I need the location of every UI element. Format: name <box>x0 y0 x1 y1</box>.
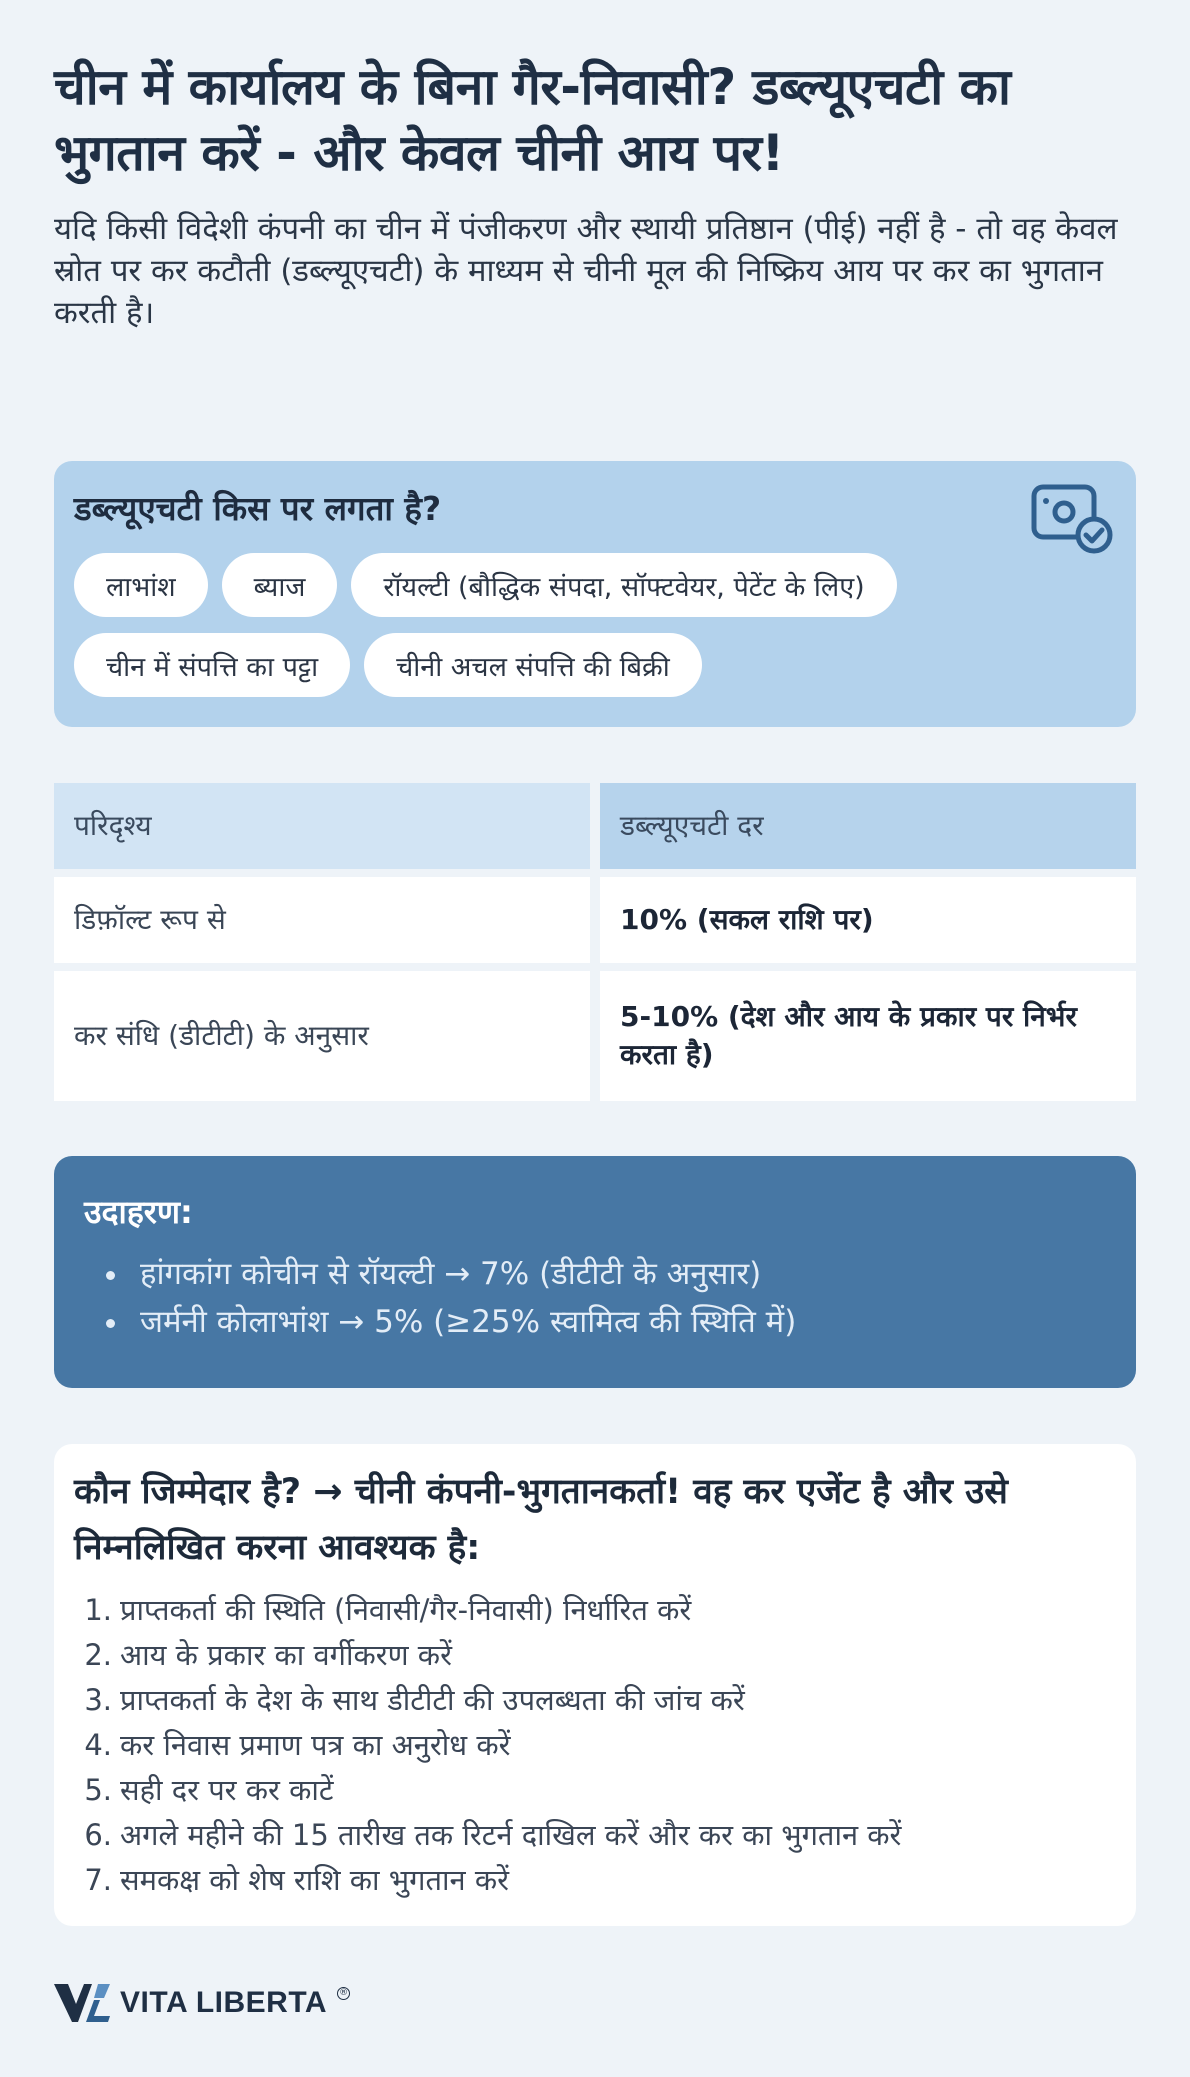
intro-paragraph: यदि किसी विदेशी कंपनी का चीन में पंजीकरण और स्थायी प्रतिष्ठान (पीई) नहीं है - तो वह केवल स्रोत पर कर कटौती (डब्ल्यूएचटी) के माध्यम से चीनी मूल की निष्क्रिय आय पर कर का भुगतान करती है। <box>54 211 1118 331</box>
example-card <box>54 1156 1136 1388</box>
income-type-chips <box>74 553 1074 697</box>
step-text: सही दर पर कर काटें <box>120 1773 334 1807</box>
list-item: 6. अगले महीने की 15 तारीख तक रिटर्न दाखिल करें और कर का भुगतान करें <box>74 1813 1116 1858</box>
example-list <box>84 1250 1106 1346</box>
list-item: 5. सही दर पर कर काटें <box>74 1768 1116 1813</box>
list-item: 7. समकक्ष को शेष राशि का भुगतान करें <box>74 1858 1116 1903</box>
chip-lease: चीन में संपत्ति का पट्टा <box>74 633 350 697</box>
page-title: चीन में कार्यालय के बिना गैर-निवासी? डब्ल्यूएचटी का भुगतान करें - और केवल चीनी आय पर! <box>54 58 1011 182</box>
table-header-row <box>54 783 1136 869</box>
brand-name: VITA LIBERTA <box>120 1986 328 2019</box>
step-text: समकक्ष को शेष राशि का भुगतान करें <box>120 1863 509 1897</box>
list-item: 3. प्राप्तकर्ता के देश के साथ डीटीटी की उपलब्धता की जांच करें <box>74 1678 1116 1723</box>
responsibility-steps <box>74 1588 1116 1903</box>
responsibility-card <box>54 1444 1136 1926</box>
chip-dividends: लाभांश <box>74 553 208 617</box>
vita-liberta-logo-icon <box>54 1982 110 2024</box>
header-scenario: परिदृश्य <box>54 783 590 869</box>
wht-applies-title: डब्ल्यूएचटी किस पर लगता है? <box>74 489 442 528</box>
cell-scenario: डिफ़ॉल्ट रूप से <box>54 877 590 963</box>
header-wht-rate: डब्ल्यूएचटी दर <box>600 783 1136 869</box>
registered-mark: ® <box>339 1988 349 1998</box>
list-item: हांगकांग कोचीन से रॉयल्टी → 7% (डीटीटी के अनुसार) <box>84 1250 1106 1298</box>
cell-rate: 5-10% (देश और आय के प्रकार पर निर्भर करता है) <box>600 971 1136 1101</box>
step-text: आय के प्रकार का वर्गीकरण करें <box>120 1638 452 1672</box>
wht-rate-table <box>54 783 1136 1109</box>
step-text: अगले महीने की 15 तारीख तक रिटर्न दाखिल करें और कर का भुगतान करें <box>120 1818 902 1852</box>
chip-interest: ब्याज <box>222 553 338 617</box>
step-text: प्राप्तकर्ता की स्थिति (निवासी/गैर-निवासी) निर्धारित करें <box>120 1593 692 1627</box>
table-row <box>54 877 1136 963</box>
cell-scenario: कर संधि (डीटीटी) के अनुसार <box>54 971 590 1101</box>
list-item: 2. आय के प्रकार का वर्गीकरण करें <box>74 1633 1116 1678</box>
list-item: 1. प्राप्तकर्ता की स्थिति (निवासी/गैर-निवासी) निर्धारित करें <box>74 1588 1116 1633</box>
responsibility-title: कौन जिम्मेदार है? → चीनी कंपनी-भुगतानकर्ता! वह कर एजेंट है और उसे निम्नलिखित करना आवश्यक है: <box>74 1472 1008 1568</box>
wht-applies-card <box>54 461 1136 727</box>
step-text: कर निवास प्रमाण पत्र का अनुरोध करें <box>120 1728 511 1762</box>
chip-royalty: रॉयल्टी (बौद्धिक संपदा, सॉफ्टवेयर, पेटेंट के लिए) <box>351 553 896 617</box>
photo-check-icon <box>1030 481 1114 557</box>
cell-rate: 10% (सकल राशि पर) <box>600 877 1136 963</box>
table-row <box>54 971 1136 1101</box>
list-item: जर्मनी कोलाभांश → 5% (≥25% स्वामित्व की स्थिति में) <box>84 1298 1106 1346</box>
list-item: 4. कर निवास प्रमाण पत्र का अनुरोध करें <box>74 1723 1116 1768</box>
brand-logo <box>54 1982 350 2024</box>
chip-real-estate-sale: चीनी अचल संपत्ति की बिक्री <box>364 633 702 697</box>
step-text: प्राप्तकर्ता के देश के साथ डीटीटी की उपलब्धता की जांच करें <box>120 1683 745 1717</box>
example-title: उदाहरण: <box>84 1193 193 1231</box>
